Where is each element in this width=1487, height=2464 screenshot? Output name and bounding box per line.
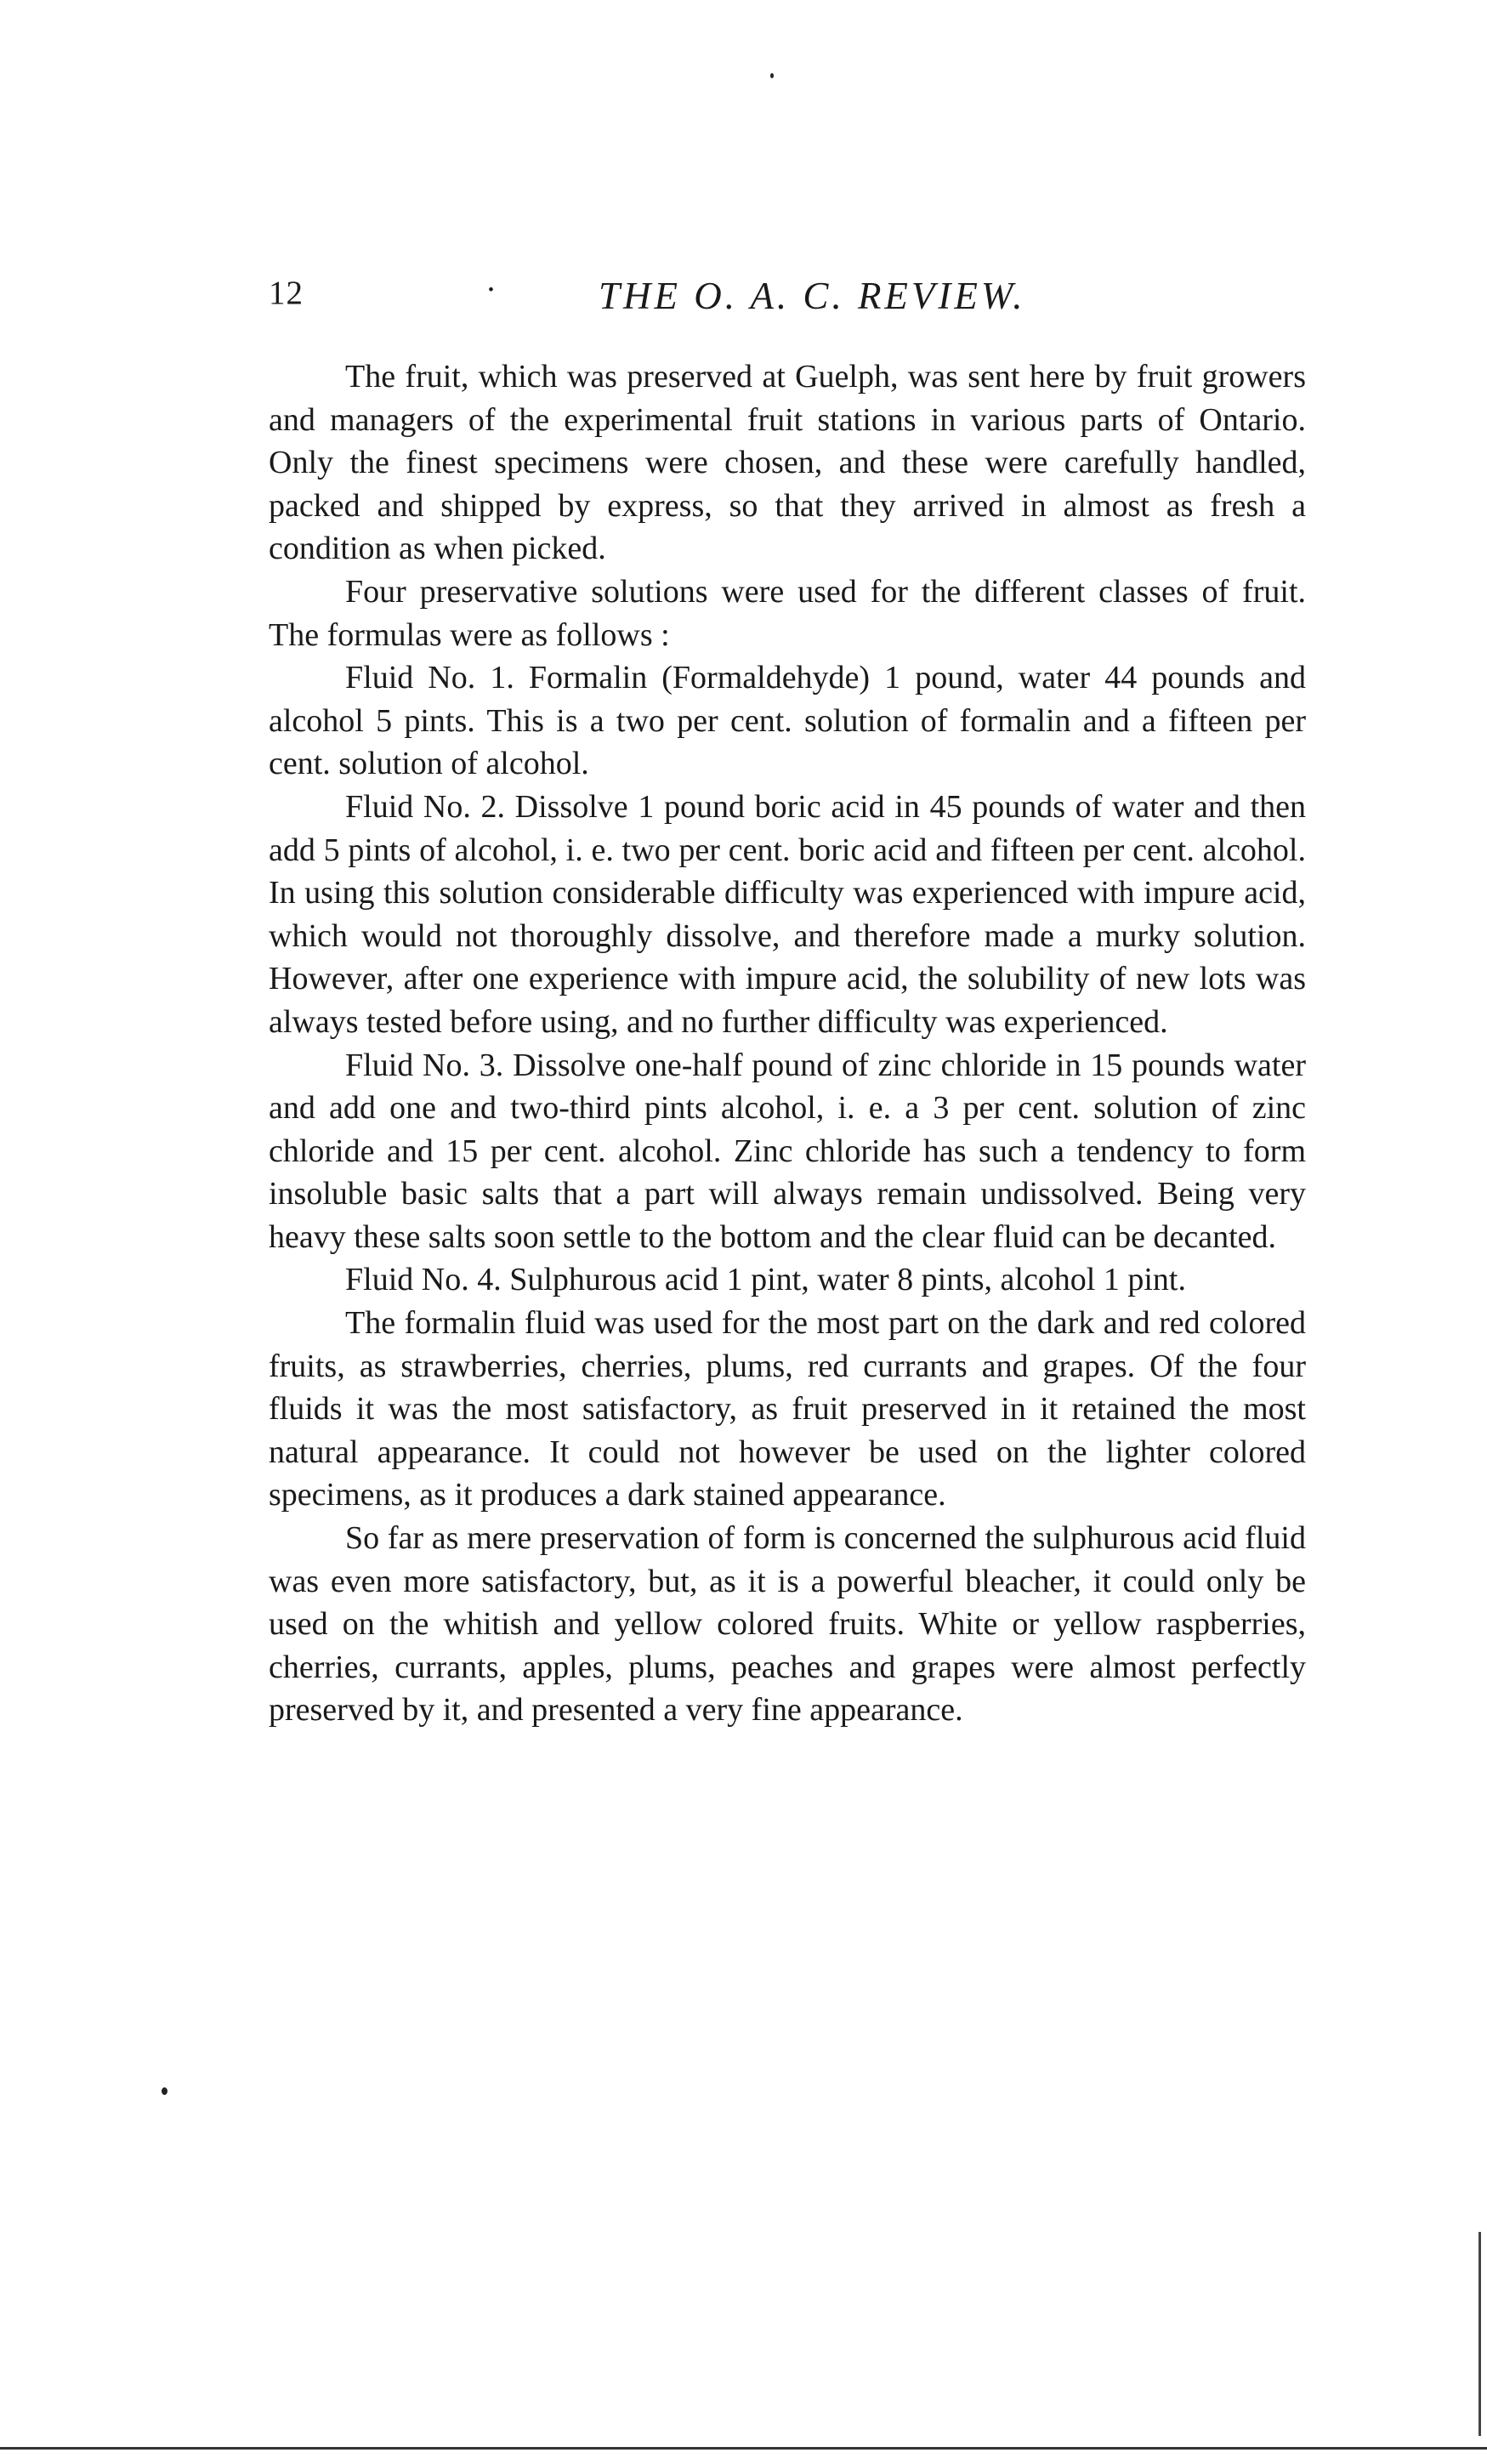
running-title: THE O. A. C. REVIEW.: [599, 275, 1026, 317]
right-page-edge: [1478, 2232, 1481, 2436]
paragraph-sulphurous-use: So far as mere preservation of form is concerned the sulphurous acid fluid was even more satisfactory, but, as it is a powerful bleacher, it could only be used on the whitish and yellow colored fruits. White or yellow raspberries, cherries, currants, apples, plums, peaches and grapes were almost perfectly preserved by it, and presented a very fine appearance.: [269, 1520, 1306, 1729]
margin-speck-mark: [162, 2087, 167, 2095]
paragraph-fluid-1: Fluid No. 1. Formalin (Formaldehyde) 1 pound, water 44 pounds and alcohol 5 pints. This is a two per cent. solution of formalin and a fifteen per cent. solution of alcohol.: [269, 660, 1306, 782]
paragraph-fruit-origin: The fruit, which was preserved at Guelph, was sent here by fruit growers and managers of the experimental fruit stations in various parts of Ontario. Only the finest specimens were chosen, and these were carefully handled, packed and shipped by express, so that they arrived in almost as fresh a condition as when picked.: [269, 359, 1306, 567]
paragraph-solutions-intro: Four preservative solutions were used for the different classes of fruit. The formulas were as follows :: [269, 573, 1306, 653]
paragraph-fluid-4: Fluid No. 4. Sulphurous acid 1 pint, water 8 pints, alcohol 1 pint.: [345, 1262, 1186, 1298]
paragraph-formalin-use: The formalin fluid was used for the most part on the dark and red colored fruits, as strawberries, cherries, plums, red currants and grapes. Of the four fluids it was the most satisfactory, as fruit preserved in it retained the most natural appearance. It could not however be used on the lighter colored specimens, as it produces a dark stained appearance.: [269, 1305, 1306, 1513]
page-header: [269, 271, 1306, 325]
paragraph-fluid-2: Fluid No. 2. Dissolve 1 pound boric acid in 45 pounds of water and then add 5 pints of alcohol, i. e. two per cent. boric acid and fifteen per cent. alcohol. In using this solution considerable difficulty was experienced with impure acid, which would not thoroughly dissolve, and therefore made a murky solution. However, after one experience with impure acid, the solubility of new lots was always tested before using, and no further difficulty was experienced.: [269, 788, 1306, 1040]
paragraph-fluid-3: Fluid No. 3. Dissolve one-half pound of zinc chloride in 15 pounds water and add one and two-third pints alcohol, i. e. a 3 per cent. solution of zinc chloride and 15 per cent. alcohol. Zinc chloride has such a tendency to form insoluble basic salts that a part will always remain undissolved. Being very heavy these salts soon settle to the bottom and the clear fluid can be decanted.: [269, 1047, 1306, 1255]
top-speck-mark: [770, 73, 774, 78]
header-dot: ·: [485, 271, 497, 308]
page-number: 12: [269, 275, 304, 311]
bottom-page-edge: [0, 2447, 1487, 2450]
article-body: [269, 355, 1306, 1732]
